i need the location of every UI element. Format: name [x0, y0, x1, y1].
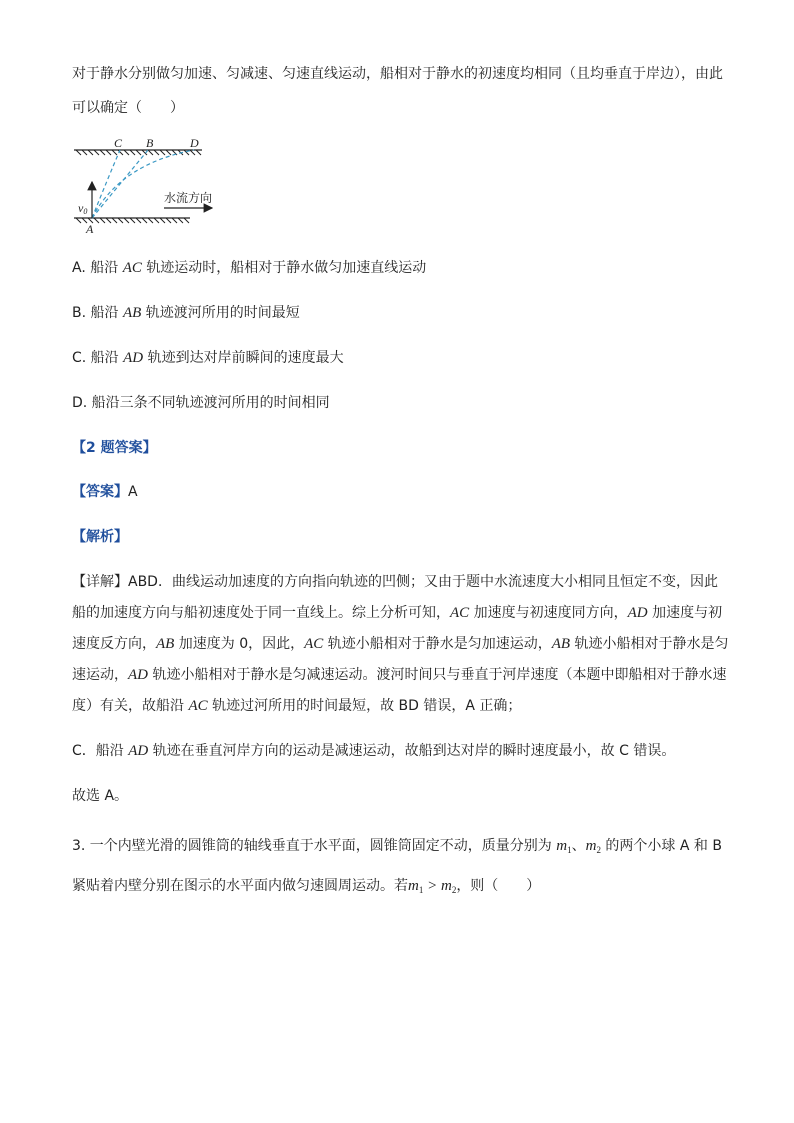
label-b: B [146, 136, 154, 150]
analysis-line-1: 【详解】ABD．曲线运动加速度的方向指向轨迹的凹侧；又由于题中水流速度大小相同且恒定不变，因此 [72, 574, 718, 590]
analysis-line-6: C．船沿 AD 轨迹在垂直河岸方向的运动是减速运动，故船到达对岸的瞬时速度最小，故 C 错误。 [72, 743, 676, 759]
trajectory-ac [92, 150, 120, 218]
analysis-line-2: 船的加速度方向与船初速度处于同一直线上。综上分析可知，AC 加速度与初速度同方向，AD 加速度与初 [72, 605, 723, 621]
flow-direction-label: 水流方向 [164, 191, 213, 205]
question-intro-line-1: 对于静水分别做匀加速、匀减速、匀速直线运动，船相对于静水的初速度均相同（且均垂直于岸边），由此 [72, 66, 723, 82]
analysis-conclusion: 故选 A。 [72, 788, 129, 804]
river-crossing-diagram [72, 134, 242, 234]
analysis-line-3: 速度反方向，AB 加速度为 0，因此，AC 轨迹小船相对于静水是匀加速运动，AB 轨迹小船相对于静水是匀 [72, 636, 729, 652]
question-3-line-2: 紧贴着内壁分别在图示的水平面内做匀速圆周运动。若$m_1 > m_2$，则（ ） [72, 878, 541, 895]
trajectory-ab [92, 150, 148, 218]
label-v0: v0 [78, 201, 88, 216]
answer-line: 【答案】A [72, 484, 138, 500]
analysis-line-4: 速运动，AD 轨迹小船相对于静水是匀减速运动。渡河时间只与垂直于河岸速度（本题中即船相对于静水速 [72, 667, 727, 683]
option-b: B. 船沿 AB 轨迹渡河所用的时间最短 [72, 305, 300, 321]
question-intro-line-2: 可以确定（ ） [72, 100, 184, 116]
option-a: A. 船沿 AC 轨迹运动时，船相对于静水做匀加速直线运动 [72, 260, 427, 276]
option-d: D. 船沿三条不同轨迹渡河所用的时间相同 [72, 395, 330, 411]
question-3-line-1: 3. 一个内壁光滑的圆锥筒的轴线垂直于水平面，圆锥筒固定不动，质量分别为 $m_1$、$m_2$ 的两个小球 A 和 B [72, 838, 722, 855]
label-a: A [86, 222, 94, 234]
analysis-line-5: 度）有关，故船沿 AC 轨迹过河所用的时间最短，故 BD 错误，A 正确； [72, 698, 522, 714]
label-d: D [190, 136, 199, 150]
label-c: C [114, 136, 123, 150]
analysis-heading: 【解析】 [72, 529, 128, 545]
answer-heading: 【2 题答案】 [72, 440, 157, 456]
option-c: C. 船沿 AD 轨迹到达对岸前瞬间的速度最大 [72, 350, 344, 366]
